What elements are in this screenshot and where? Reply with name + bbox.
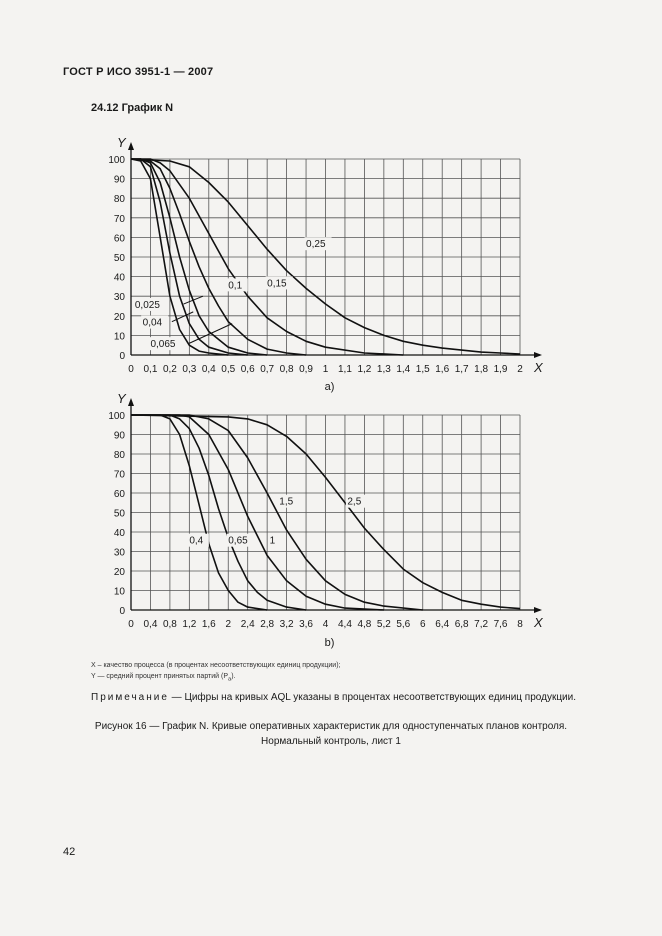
curve-label: 0,65 <box>228 535 248 547</box>
chart-b <box>0 384 662 658</box>
curve-label: 1,5 <box>279 496 294 508</box>
x-tick-label: 1,2 <box>182 619 197 630</box>
y-tick-label: 30 <box>113 292 125 304</box>
page-number: 42 <box>63 846 76 858</box>
x-tick-label: 5,6 <box>396 619 411 630</box>
x-tick-label: 1,3 <box>376 364 391 375</box>
chart-sub-label: a) <box>324 381 335 393</box>
y-tick-label: 70 <box>113 469 125 481</box>
x-tick-label: 0 <box>128 619 134 630</box>
x-tick-label: 4,8 <box>357 619 372 630</box>
note-text: — Цифры на кривых AQL указаны в процентах несоответствующих единиц продукции. <box>168 692 577 703</box>
y-axis-label: Y <box>117 391 126 406</box>
x-tick-label: 3,6 <box>299 619 314 630</box>
x-axis-label: X <box>534 360 543 375</box>
x-tick-label: 0,8 <box>162 619 177 630</box>
curve-label: 0,04 <box>142 317 163 329</box>
y-tick-label: 0 <box>119 351 125 362</box>
x-tick-label: 1,9 <box>493 364 508 375</box>
x-tick-label: 0 <box>128 364 134 375</box>
curve-label: 0,25 <box>306 239 326 251</box>
legend-y-description <box>91 671 236 685</box>
document-header: ГОСТ Р ИСО 3951-1 — 2007 <box>63 66 214 78</box>
y-tick-label: 100 <box>108 155 125 166</box>
x-tick-label: 0,5 <box>221 364 236 375</box>
x-tick-label: 4 <box>322 619 329 630</box>
x-tick-label: 3,2 <box>279 619 294 630</box>
x-tick-label: 1,7 <box>454 364 469 375</box>
curve-label: 0,065 <box>150 339 176 351</box>
y-tick-label: 10 <box>113 586 125 598</box>
legend-y-subscript: a <box>228 676 232 683</box>
y-tick-label: 90 <box>113 430 125 442</box>
x-tick-label: 5,2 <box>376 619 391 630</box>
x-tick-label: 6,4 <box>435 619 450 630</box>
chart-a <box>0 128 662 398</box>
y-tick-label: 80 <box>113 450 125 461</box>
x-tick-label: 7,6 <box>493 619 508 630</box>
figure-caption-line1: Рисунок 16 — График N. Кривые оперативных характеристик для одноступенчатых планов контроля. <box>94 721 568 732</box>
x-tick-label: 0,4 <box>201 364 216 375</box>
x-tick-label: 0,6 <box>240 364 255 375</box>
x-axis-label: X <box>534 615 543 630</box>
x-tick-label: 4,4 <box>337 619 352 630</box>
x-axis-arrow <box>534 352 542 358</box>
x-tick-label: 0,8 <box>279 364 294 375</box>
x-tick-label: 1,2 <box>357 364 372 375</box>
y-tick-label: 40 <box>113 272 125 284</box>
y-tick-label: 100 <box>108 411 125 422</box>
x-tick-label: 0,1 <box>143 364 158 375</box>
y-tick-label: 90 <box>113 174 125 186</box>
x-tick-label: 2,8 <box>260 619 275 630</box>
x-tick-label: 1,6 <box>201 619 216 630</box>
x-tick-label: 0,7 <box>260 364 275 375</box>
curve-label: 0,025 <box>134 299 160 311</box>
x-tick-label: 0,9 <box>299 364 314 375</box>
curve-label: 0,4 <box>189 535 204 547</box>
y-tick-label: 50 <box>113 253 125 264</box>
curve-label: 0,15 <box>267 278 287 290</box>
y-tick-label: 20 <box>113 567 125 578</box>
x-tick-label: 1,1 <box>337 364 352 375</box>
figure-caption-line2: Нормальный контроль, лист 1 <box>261 736 401 747</box>
x-tick-label: 1,6 <box>435 364 450 375</box>
chart-sub-label: b) <box>324 637 335 649</box>
x-tick-label: 1,5 <box>415 364 430 375</box>
y-axis-arrow <box>128 398 134 406</box>
legend-y-end: ). <box>231 673 236 680</box>
curve-leader-line <box>184 296 203 304</box>
curve-label: 2,5 <box>347 496 362 508</box>
x-tick-label: 1,4 <box>396 364 411 375</box>
y-tick-label: 80 <box>113 194 125 206</box>
x-axis-arrow <box>534 607 542 613</box>
x-tick-label: 1,8 <box>474 364 489 375</box>
x-tick-label: 6 <box>419 619 426 630</box>
x-tick-label: 0,4 <box>143 619 158 630</box>
section-title: 24.12 График N <box>91 102 174 114</box>
curve-label: 1 <box>269 535 276 547</box>
x-tick-label: 7,2 <box>474 619 489 630</box>
y-tick-label: 0 <box>119 606 125 617</box>
x-tick-label: 2 <box>517 364 523 375</box>
x-tick-label: 0,3 <box>182 364 197 375</box>
legend-x-description: X – качество процесса (в процентах несоответствующих единиц продукции); <box>91 662 341 669</box>
x-tick-label: 2,4 <box>240 619 255 630</box>
y-tick-label: 70 <box>113 213 125 225</box>
legend-y-text: Y — средний процент принятых партий (P <box>91 673 229 680</box>
x-tick-label: 6,8 <box>454 619 469 630</box>
y-tick-label: 60 <box>113 489 125 500</box>
y-tick-label: 60 <box>113 233 125 245</box>
curve-label: 0,1 <box>228 280 243 292</box>
x-tick-label: 1 <box>322 364 329 375</box>
y-tick-label: 40 <box>113 528 125 539</box>
x-tick-label: 2 <box>225 619 232 630</box>
x-tick-label: 0,2 <box>162 364 177 375</box>
y-axis-label: Y <box>117 135 126 150</box>
note-prefix: Примечание <box>91 692 169 703</box>
y-tick-label: 10 <box>113 331 125 343</box>
y-tick-label: 20 <box>113 311 125 323</box>
y-tick-label: 30 <box>113 547 125 559</box>
y-axis-arrow <box>128 142 134 150</box>
note <box>91 692 576 703</box>
x-tick-label: 8 <box>517 619 523 630</box>
y-tick-label: 50 <box>113 508 125 520</box>
